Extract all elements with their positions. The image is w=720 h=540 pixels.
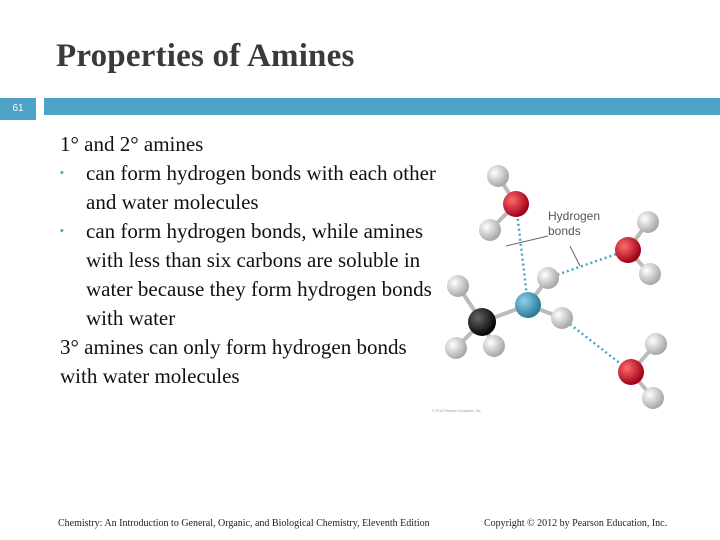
hydrogen-atom: [487, 165, 509, 187]
hydrogen-atom: [645, 333, 667, 355]
hydrogen-atom: [479, 219, 501, 241]
hydrogen-atom: [483, 335, 505, 357]
slide-body: [60, 130, 440, 391]
figure-credit: © 2012 Pearson Education, Inc.: [432, 409, 482, 413]
hydrogen-atom: [445, 337, 467, 359]
slide-number: 61: [0, 98, 36, 120]
hydrogen-atom: [447, 275, 469, 297]
footer-textbook-title: Chemistry: An Introduction to General, Organic, and Biological Chemistry, Eleventh Edition: [58, 518, 430, 529]
hydrogen-bonds-label-line2: bonds: [548, 224, 581, 238]
hydrogen-atom: [642, 387, 664, 409]
hydrogen-bonds-label-line1: Hydrogen: [548, 209, 601, 223]
title-divider-bar: [44, 98, 720, 115]
oxygen-atom: [503, 191, 529, 217]
slide-title: Properties of Amines: [56, 38, 355, 74]
hydrogen-bond-molecule-diagram: [430, 150, 680, 420]
bullet-text: can form hydrogen bonds, while amines with less than six carbons are soluble in water because they form hydrogen bonds with water: [86, 219, 432, 330]
hydrogen-atom: [551, 307, 573, 329]
footer-copyright: Copyright © 2012 by Pearson Education, Inc.: [484, 518, 668, 529]
bullet-list: [60, 159, 440, 333]
hydrogen-atom: [637, 211, 659, 233]
carbon-atom: [468, 308, 496, 336]
hydrogen-atom: [639, 263, 661, 285]
oxygen-atom: [615, 237, 641, 263]
bullet-icon: •: [60, 225, 64, 237]
oxygen-atom: [618, 359, 644, 385]
nitrogen-atom: [515, 292, 541, 318]
bullet-text: can form hydrogen bonds with each other and water molecules: [86, 161, 436, 214]
bullet-item: [60, 217, 440, 333]
label-pointer-lines: [506, 236, 580, 266]
hydrogen-atom: [537, 267, 559, 289]
intro-text: 1° and 2° amines: [60, 132, 204, 156]
closing-text: 3° amines can only form hydrogen bonds with water molecules: [60, 335, 407, 388]
bullet-icon: •: [60, 167, 64, 179]
bullet-item: [60, 159, 440, 217]
